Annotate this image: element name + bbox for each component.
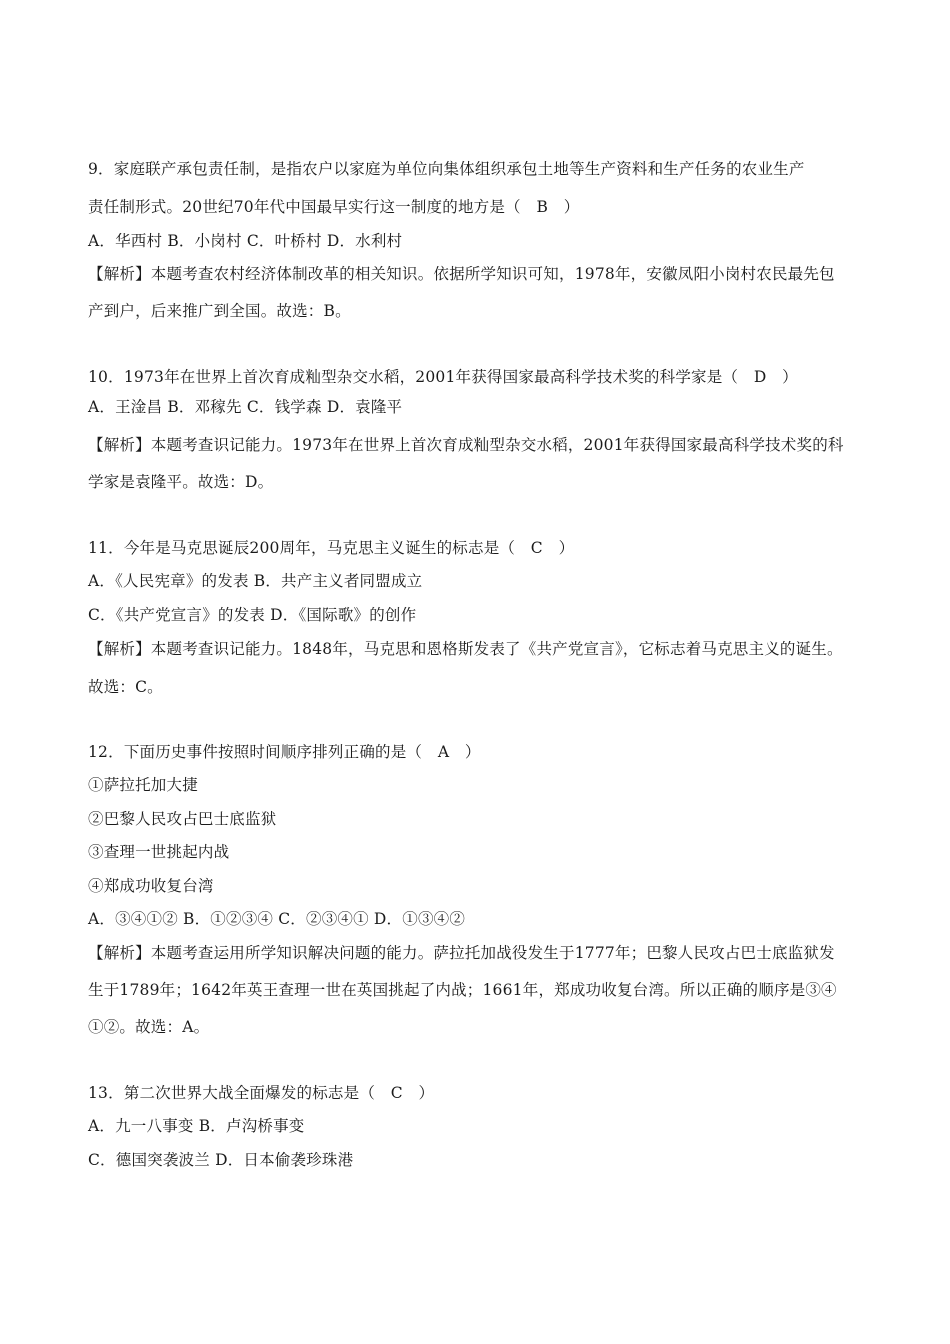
q12-options: A．③④①② B．①②③④ C．②③④① D．①③④② [88,910,466,928]
q9-analysis-line2: 产到户，后来推广到全国。故选：B。 [88,302,351,320]
q12-analysis-line3: ①②。故选：A。 [88,1018,210,1036]
q10-stem-line1: 10．1973年在世界上首次育成籼型杂交水稻，2001年获得国家最高科学技术奖的科学家是（ D ） [88,368,798,386]
q10-analysis-line1: 【解析】本题考查识记能力。1973年在世界上首次育成籼型杂交水稻，2001年获得国家最高科学技术奖的科 [88,436,844,454]
q12-analysis-line2: 生于1789年；1642年英王查理一世在英国挑起了内战；1661年，郑成功收复台湾。所以正确的顺序是③④ [88,981,837,999]
q11-analysis-line1: 【解析】本题考查识记能力。1848年，马克思和恩格斯发表了《共产党宣言》，它标志着马克思主义的诞生。 [88,640,843,658]
q11-options-line2: C．《共产党宣言》的发表 D．《国际歌》的创作 [88,606,417,624]
q9-options: A．华西村 B．小岗村 C．叶桥村 D．水利村 [88,232,403,250]
q11-analysis-line2: 故选：C。 [88,678,163,696]
q11-options-line1: A．《人民宪章》的发表 B．共产主义者同盟成立 [88,572,423,590]
q13-stem-line1: 13．第二次世界大战全面爆发的标志是（ C ） [88,1084,435,1102]
q13-options-line2: C．德国突袭波兰 D．日本偷袭珍珠港 [88,1151,354,1169]
q13-options-line1: A．九一八事变 B．卢沟桥事变 [88,1117,305,1135]
q9-stem-line2: 责任制形式。20世纪70年代中国最早实行这一制度的地方是（ B ） [88,198,580,216]
q12-event4: ④郑成功收复台湾 [88,877,214,895]
q10-analysis-line2: 学家是袁隆平。故选：D。 [88,473,274,491]
q12-event1: ①萨拉托加大捷 [88,776,198,794]
q12-event3: ③查理一世挑起内战 [88,843,230,861]
q10-options: A．王淦昌 B．邓稼先 C．钱学森 D．袁隆平 [88,398,403,416]
q12-stem-line1: 12．下面历史事件按照时间顺序排列正确的是（ A ） [88,743,481,761]
q11-stem-line1: 11．今年是马克思诞辰200周年，马克思主义诞生的标志是（ C ） [88,539,575,557]
q9-analysis-line1: 【解析】本题考查农村经济体制改革的相关知识。依据所学知识可知，1978年，安徽凤阳小岗村农民最先包 [88,265,835,283]
q9-stem-line1: 9．家庭联产承包责任制，是指农户以家庭为单位向集体组织承包土地等生产资料和生产任务的农业生产 [88,160,805,178]
q12-event2: ②巴黎人民攻占巴士底监狱 [88,810,277,828]
q12-analysis-line1: 【解析】本题考查运用所学知识解决问题的能力。萨拉托加战役发生于1777年；巴黎人民攻占巴士底监狱发 [88,944,835,962]
